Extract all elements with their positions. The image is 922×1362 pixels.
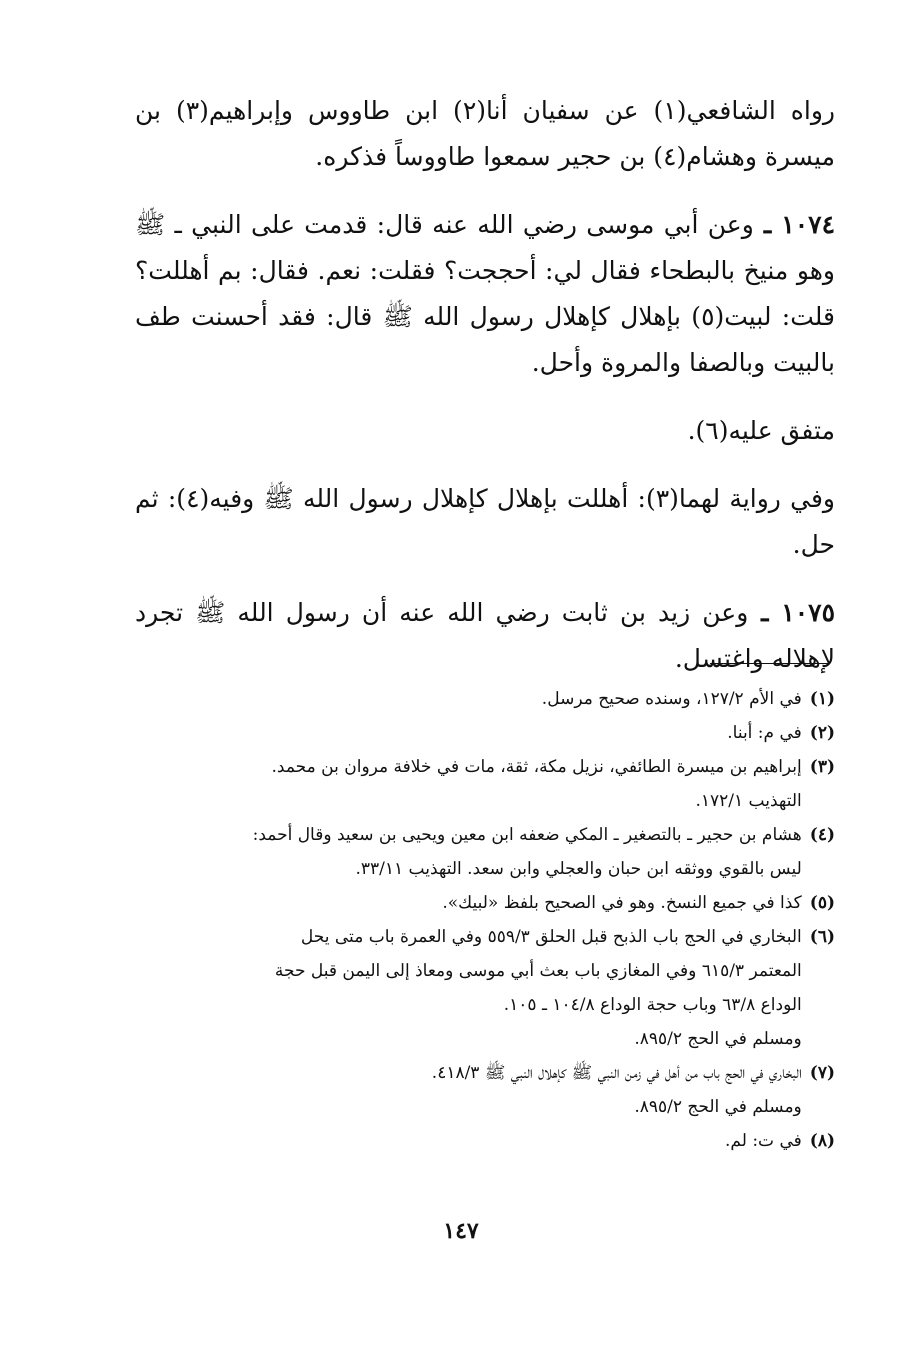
footnote-label: (٣) xyxy=(809,757,835,777)
footnote-1 xyxy=(135,682,835,716)
footnote-separator xyxy=(710,663,830,664)
footnote-line: في م: أبنا. xyxy=(727,723,802,743)
footnote-line: التهذيب ١٧٢/١. xyxy=(695,791,802,811)
footnote-6 xyxy=(135,920,835,1056)
footnote-5 xyxy=(135,886,835,920)
hadith-number: ١٠٧٤ ـ xyxy=(753,210,835,239)
footnote-label: (٤) xyxy=(809,825,835,845)
footnote-text xyxy=(135,1124,802,1158)
footnote-line: هشام بن حجير ـ بالتصغير ـ المكي ضعفه ابن معين ويحيى بن سعيد وقال أحمد: xyxy=(252,825,802,845)
footnote-line: المعتمر ٦١٥/٣ وفي المغازي باب بعث أبي موسى ومعاذ إلى اليمن قبل حجة xyxy=(274,961,802,981)
footnote-label: (١) xyxy=(809,689,835,709)
paragraph-riwaya xyxy=(135,476,835,568)
main-text xyxy=(135,88,835,704)
paragraph-text: رواه الشافعي(١) عن سفيان أنا(٢) ابن طاووس وإبراهيم(٣) بن ميسرة وهشام(٤) بن حجير سمعوا طاووساً فذكره. xyxy=(135,96,835,171)
footnote-label: (٦) xyxy=(809,927,835,947)
footnote-line: ومسلم في الحج ٨٩٥/٢. xyxy=(634,1097,802,1117)
footnote-line: إبراهيم بن ميسرة الطائفي، نزيل مكة، ثقة، مات في خلافة مروان بن محمد. xyxy=(271,757,802,777)
paragraph-hadith-1074 xyxy=(135,202,835,386)
paragraph-narration xyxy=(135,88,835,180)
footnote-label: (٨) xyxy=(809,1131,835,1151)
footnote-line: كذا في جميع النسخ. وهو في الصحيح بلفظ «لبيك». xyxy=(442,893,802,913)
footnote-4 xyxy=(135,818,835,886)
paragraph-text: وعن أبي موسى رضي الله عنه قال: قدمت على النبي ـ ﷺ وهو منيخ بالبطحاء فقال لي: أحججت؟ فقلت: نعم. فقال: بم أهللت؟ قلت: لبيت(٥) بإهلال كإهلال رسول الله ﷺ قال: فقد أحسنت طف بالبيت وبالصفا والمروة وأحل. xyxy=(135,210,836,377)
paragraph-hadith-1075 xyxy=(135,590,835,682)
footnote-3 xyxy=(135,750,835,818)
footnote-text xyxy=(135,818,802,886)
footnote-line: في الأم ١٢٧/٢، وسنده صحيح مرسل. xyxy=(541,689,802,709)
footnote-text xyxy=(135,886,802,920)
footnotes xyxy=(135,682,835,1158)
page-number: ١٤٧ xyxy=(443,1218,479,1244)
footnote-line: ليس بالقوي ووثقه ابن حبان والعجلي وابن سعد. التهذيب ٣٣/١١. xyxy=(355,859,802,879)
paragraph-text: وفي رواية لهما(٣): أهللت بإهلال كإهلال رسول الله ﷺ وفيه(٤): ثم حل. xyxy=(135,484,835,559)
paragraph-agreed xyxy=(135,408,835,454)
footnote-text xyxy=(135,920,802,1056)
footnote-text xyxy=(135,1056,802,1124)
footnote-line: الوداع ٦٣/٨ وباب حجة الوداع ١٠٤/٨ ـ ١٠٥. xyxy=(503,995,802,1015)
footnote-8 xyxy=(135,1124,835,1158)
footnote-text xyxy=(135,750,802,818)
footnote-label: (٥) xyxy=(809,893,835,913)
footnote-line: ومسلم في الحج ٨٩٥/٢. xyxy=(634,1029,802,1049)
hadith-number: ١٠٧٥ ـ xyxy=(748,598,836,627)
footnote-label: (٢) xyxy=(809,723,835,743)
footnote-2 xyxy=(135,716,835,750)
paragraph-text: متفق عليه(٦). xyxy=(687,416,835,445)
footnote-7 xyxy=(135,1056,835,1124)
footnote-label: (٧) xyxy=(809,1063,835,1083)
footnote-line: في ت: لم. xyxy=(725,1131,802,1151)
footnote-text xyxy=(135,716,802,750)
footnote-line: البخاري في الحج باب الذبح قبل الحلق ٥٥٩/٣ وفي العمرة باب متى يحل xyxy=(300,927,802,947)
paragraph-text: وعن زيد بن ثابت رضي الله عنه أن رسول الله ﷺ تجرد لإهلاله واغتسل. xyxy=(135,598,835,673)
footnote-text xyxy=(135,682,802,716)
footnote-line: البخاري في الحج باب من أهل في زمن النبي ﷺ كإهلال النبي ﷺ ٤١٨/٣. xyxy=(431,1063,802,1083)
